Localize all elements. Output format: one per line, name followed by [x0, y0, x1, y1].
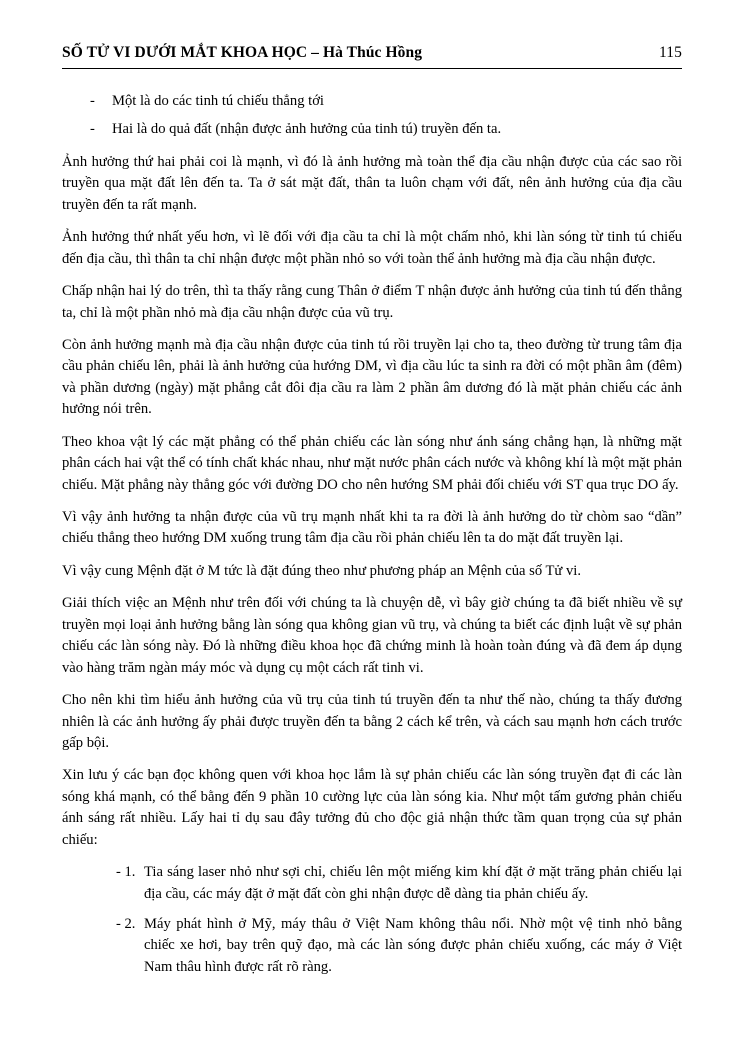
paragraph: Vì vậy cung Mệnh đặt ở M tức là đặt đúng theo như phương pháp an Mệnh của số Tử vi. — [62, 562, 581, 579]
header-title: SỐ TỬ VI DƯỚI MẮT KHOA HỌC – Hà Thúc Hồng — [62, 44, 423, 61]
header-divider — [62, 68, 682, 69]
page-content — [62, 91, 682, 978]
paragraph: Vì vậy ảnh hưởng ta nhận được của vũ trụ mạnh nhất khi ta ra đời là ảnh hưởng do từ chòm sao “dần” chiếu thẳng theo hướng DM xuống trung tâm địa cầu rồi phản chiếu lên ta do mặt đất truyền lại. — [62, 509, 682, 547]
list-marker: - — [90, 93, 95, 109]
paragraph: Cho nên khi tìm hiểu ảnh hưởng của vũ trụ của tinh tú truyền đến ta như thế nào, chúng ta thấy đương nhiên là các ảnh hưởng ấy phải được truyền đến ta bằng 2 cách kể trên, và cách sau mạnh hơn cách trước gấp bội. — [62, 692, 682, 751]
list-marker: - — [90, 121, 95, 138]
paragraph: Còn ảnh hưởng mạnh mà địa cầu nhận được của tinh tú rồi truyền lại cho ta, theo đường từ trung tâm địa cầu phản chiếu lên, phải là ảnh hưởng của hướng DM, vì địa cầu lúc ta sinh ra đời có một phần âm (đêm) và phần dương (ngày) mặt phẳng cắt đôi địa cầu ra làm 2 phần âm dương đó là mặt phản chiếu các ảnh hưởng nói trên. — [62, 336, 682, 418]
paragraph: Ảnh hưởng thứ nhất yếu hơn, vì lẽ đối với địa cầu ta chỉ là một chấm nhỏ, khi làn sóng từ tinh tú chiếu đến địa cầu, thì thân ta chỉ nhận được một phần nhỏ so với toàn thể ảnh hưởng mà địa cầu nhận được. — [62, 229, 682, 267]
page-header — [62, 44, 682, 68]
list-item — [62, 914, 682, 978]
list-item — [62, 119, 682, 140]
list-item-text: Máy phát hình ở Mỹ, máy thâu ở Việt Nam không thâu nổi. Nhờ một vệ tinh nhỏ bằng chiếc xe hơi, bay trên quỹ đạo, mà các làn sóng được phản chiếu xuống, các máy ở Việt Nam thâu hình được rất rõ ràng. — [144, 916, 682, 975]
paragraph: Xin lưu ý các bạn đọc không quen với khoa học lắm là sự phản chiếu các làn sóng truyền đạt đi các làn sóng khá mạnh, có thể bằng đến 9 phần 10 cường lực của làn sóng kia. Như một tấm gương phản chiếu ánh sáng rất nhiều. Lấy hai tỉ dụ sau đây tưởng đủ cho độc giả nhận thức tầm quan trọng của sự phản chiếu: — [62, 767, 682, 848]
list-item-text: Hai là do quả đất (nhận được ảnh hưởng của tinh tú) truyền đến ta. — [112, 121, 502, 138]
page-number: 115 — [659, 44, 682, 61]
list-marker: - 1. — [116, 864, 136, 881]
paragraph: Theo khoa vật lý các mặt phẳng có thể phản chiếu các làn sóng như ánh sáng chẳng hạn, là những mặt phân cách hai vật thể có tính chất khác nhau, như mặt nước phân cách nước và không khí là một mặt phản chiếu. Mặt phẳng này thẳng góc với đường DO cho nên hướng SM phải đối chiếu với ST qua trục DO ấy. — [62, 433, 682, 493]
paragraph: Giải thích việc an Mệnh như trên đối với chúng ta là chuyện dễ, vì bây giờ chúng ta đã biết nhiều về sự truyền mọi loại ảnh hưởng bằng làn sóng qua không gian vũ trụ, và chúng ta biết các định luật về sự phản chiếu các làn sóng này. Đó là những điều khoa học đã chứng minh là hoàn toàn đúng và đã đem áp dụng vào hàng trăm ngàn máy móc và dụng cụ một cách rất tinh vi. — [62, 595, 682, 676]
list-item — [62, 862, 682, 905]
list-item-text: Tia sáng laser nhỏ như sợi chỉ, chiếu lên một miếng kim khí đặt ở mặt trăng phản chiếu lại địa cầu, các máy đặt ở mặt đất còn ghi nhận được dễ dàng tia phản chiếu ấy. — [144, 864, 682, 902]
numbered-list — [62, 862, 682, 978]
paragraph: Chấp nhận hai lý do trên, thì ta thấy rằng cung Thân ở điểm T nhận được ảnh hưởng của tinh tú đến thẳng ta, chỉ là một phần nhỏ mà địa cầu nhận được của vũ trụ. — [62, 283, 682, 321]
list-item — [62, 91, 682, 112]
paragraph: Ảnh hưởng thứ hai phải coi là mạnh, vì đó là ảnh hưởng mà toàn thể địa cầu nhận được của các sao rồi truyền qua mặt đất lên đến ta. Ta ở sát mặt đất, thân ta luôn chạm với đất, nên ảnh hưởng của địa cầu truyền đến ta rất mạnh. — [62, 153, 682, 213]
list-marker: - 2. — [116, 916, 136, 932]
list-item-text: Một là do các tinh tú chiếu thẳng tới — [112, 93, 324, 109]
dash-list — [62, 91, 682, 141]
